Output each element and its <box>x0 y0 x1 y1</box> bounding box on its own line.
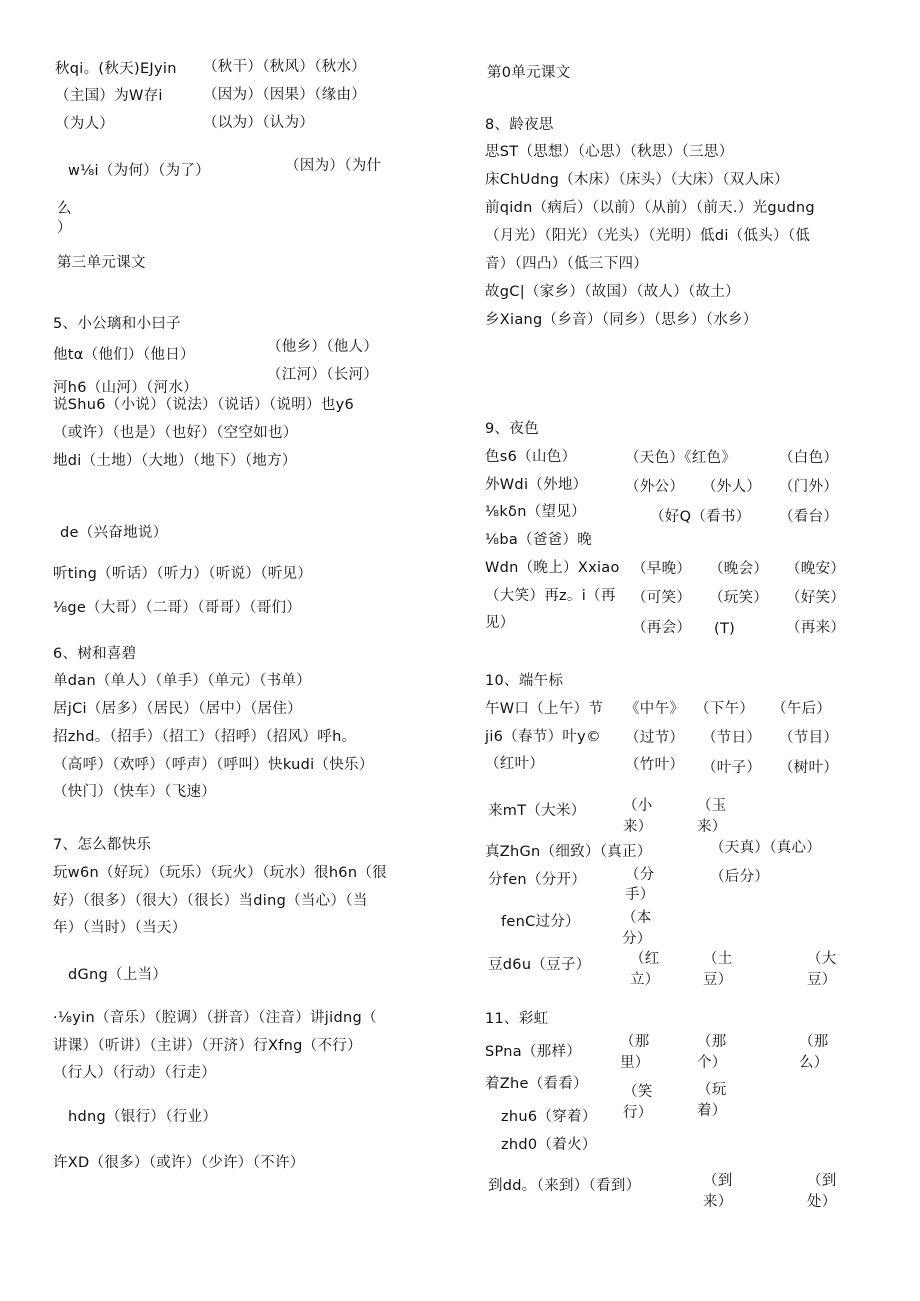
right-text-line: 9、夜色 <box>485 421 539 437</box>
right-text-line: （早晚） <box>632 561 692 577</box>
right-text-line: 手） <box>625 887 655 903</box>
right-text-line: 到dd。（来到）（看到） <box>488 1178 641 1194</box>
left-text-line: 年）（当时）（当天） <box>53 920 187 936</box>
right-text-line: 故gC|（家乡）（故国）（故人）（故土） <box>485 284 740 300</box>
left-text-line: 听ting（听话）（听力）（听说）（听见） <box>53 566 313 582</box>
right-text-line: （可笑） <box>632 590 692 606</box>
left-text-line: （高呼）（欢呼）（呼声）（呼叫）快kudi（快乐） <box>53 757 374 773</box>
right-text-line: （门外） <box>779 479 839 495</box>
right-text-line: （好Q（看书） <box>650 509 751 525</box>
right-text-line: 来mT（大米） <box>488 803 586 819</box>
right-text-line: 个） <box>697 1055 727 1071</box>
right-text-line: （本 <box>622 910 652 926</box>
right-text-line: （天真）（真心） <box>710 840 822 856</box>
left-text-line: （为人） <box>55 116 115 132</box>
right-text-line: 着） <box>697 1103 727 1119</box>
right-text-line: ji6（春节）叶y© <box>485 729 601 745</box>
right-text-line: 豆） <box>807 972 837 988</box>
right-text-line: 10、端午标 <box>485 673 564 689</box>
right-text-line: （过节） <box>625 730 685 746</box>
right-text-line: (T) <box>714 621 736 637</box>
left-text-line: 讲课）（听讲）（主讲）（开济）行Xfng（不行） <box>53 1038 362 1054</box>
right-text-line: （树叶） <box>779 760 839 776</box>
left-text-line: （因为）（为什 <box>285 158 382 174</box>
left-text-line: w⅛i（为何）（为了） <box>68 163 210 179</box>
right-text-line: ⅛ba（爸爸）晚 <box>485 532 593 548</box>
right-text-line: 见） <box>485 615 515 631</box>
left-text-line: （行人）（行动）（行走） <box>53 1065 217 1081</box>
right-text-line: （大笑）再z。i（再 <box>485 588 616 604</box>
left-text-line: 6、树和喜碧 <box>53 646 137 662</box>
right-text-line: （到 <box>807 1173 837 1189</box>
right-text-line: （外公） <box>625 479 685 495</box>
right-text-line: 11、彩虹 <box>485 1011 549 1027</box>
left-text-line: （他乡）（他人） <box>267 339 379 355</box>
right-text-line: （小 <box>623 798 653 814</box>
right-text-line: （节日） <box>702 730 762 746</box>
left-text-line: dGng（上当） <box>68 967 168 983</box>
left-text-line: 么 <box>57 201 72 217</box>
right-text-line: 8、龄夜思 <box>485 117 554 133</box>
right-text-line: （那 <box>799 1034 829 1050</box>
right-text-line: fenC过分） <box>501 914 580 930</box>
left-text-line: 好）（很多）（很大）（很长）当ding（当心）（当 <box>53 893 368 909</box>
right-text-line: 床ChUdng（木床）（床头）（大床）（双人床） <box>485 172 789 188</box>
left-text-line: 玩w6n（好玩）（玩乐）（玩火）（玩水）很h6n（很 <box>53 865 387 881</box>
left-text-line: 他tα（他们）（他日） <box>53 347 195 363</box>
right-text-line: ⅛kδn（望见） <box>485 504 586 520</box>
right-text-line: 么） <box>799 1055 829 1071</box>
right-text-line: 第0单元课文 <box>487 65 571 81</box>
left-text-line: 许XD（很多）（或许）（少许）（不许） <box>53 1155 305 1171</box>
right-text-line: zhu6（穿着） <box>501 1109 597 1125</box>
right-text-line: （后分） <box>710 869 770 885</box>
right-text-line: Wdn（晚上）Xxiao <box>485 560 620 576</box>
right-text-line: （外人） <box>702 479 762 495</box>
left-text-line: 5、小公璃和小曰子 <box>53 316 181 332</box>
left-text-line: （秋干）（秋风）（秋水） <box>203 59 367 75</box>
right-text-line: 音）（四凸）（低三下四） <box>485 256 649 272</box>
right-text-line: （玉 <box>697 798 727 814</box>
right-text-line: （好笑） <box>786 590 846 606</box>
left-text-line: 7、怎么都快乐 <box>53 837 152 853</box>
right-text-line: （天色）《红色》 <box>625 450 737 466</box>
right-text-line: （白色） <box>779 450 839 466</box>
right-text-line: 分fen（分开） <box>488 872 587 888</box>
right-text-line: （土 <box>703 951 733 967</box>
left-text-line: （或许）（也是）（也好）（空空如也） <box>53 425 298 441</box>
left-text-line: ⅛ge（大哥）（二哥）（哥哥）（哥们） <box>53 600 302 616</box>
right-text-line: （月光）（阳光）（光头）（光明）低di（低头）（低 <box>485 228 811 244</box>
right-text-line: 前qidn（病后）（以前）（从前）（前天.）光gudng <box>485 200 815 216</box>
left-text-line: 第三单元课文 <box>57 255 146 271</box>
right-text-line: 行） <box>623 1105 653 1121</box>
right-text-line: 色s6（山色） <box>485 449 577 465</box>
right-text-line: （晚会） <box>709 561 769 577</box>
right-text-line: 里） <box>620 1055 650 1071</box>
left-text-line: （因为）（因果）（缘由） <box>203 87 367 103</box>
left-text-line: ） <box>57 220 72 236</box>
right-text-line: （大 <box>807 951 837 967</box>
left-text-line: 单dan（单人）（单手）（单元）（书单） <box>53 673 312 689</box>
left-text-line: 居jCi（居多）（居民）（居中）（居住） <box>53 701 302 717</box>
right-text-line: （那 <box>620 1034 650 1050</box>
right-text-line: 处） <box>807 1194 837 1210</box>
right-text-line: 来） <box>703 1194 733 1210</box>
right-text-line: （玩 <box>697 1082 727 1098</box>
right-text-line: （笑 <box>623 1084 653 1100</box>
right-text-line: （红 <box>630 951 660 967</box>
left-text-line: 秋qi。(秋天)EJyin <box>55 61 177 77</box>
right-text-line: （节目） <box>779 730 839 746</box>
right-text-line: （午后） <box>772 701 832 717</box>
right-text-line: （看台） <box>779 509 839 525</box>
left-text-line: 地di（土地）（大地）（地下）（地方） <box>53 453 297 469</box>
right-text-line: （分 <box>625 867 655 883</box>
right-text-line: （玩笑） <box>709 590 769 606</box>
right-text-line: 来） <box>623 819 653 835</box>
right-text-line: 真ZhGn（细致）（真正） <box>485 844 652 860</box>
right-text-line: 豆d6u（豆子） <box>488 957 591 973</box>
left-text-line: ·⅛yin（音乐）（腔调）（拼音）（注音）讲jidng（ <box>53 1010 377 1026</box>
left-text-line: 招zhd。（招手）（招工）（招呼）（招风）呼h。 <box>53 729 357 745</box>
right-text-line: （下午） <box>695 701 755 717</box>
left-text-line: 河h6（山河）（河水） <box>53 380 198 396</box>
left-text-line: hdng（银行）（行业） <box>68 1109 218 1125</box>
right-text-line: （叶子） <box>702 760 762 776</box>
right-text-line: 思ST（思想）（心思）（秋思）（三思） <box>485 144 734 160</box>
right-text-line: 外Wdi（外地） <box>485 477 588 493</box>
right-text-line: （竹叶） <box>625 757 685 773</box>
right-text-line: （再会） <box>632 620 692 636</box>
right-text-line: （到 <box>703 1173 733 1189</box>
left-text-line: （主国）为W存i <box>55 88 163 104</box>
right-text-line: zhd0（着火） <box>501 1137 597 1153</box>
right-text-line: 《中午》 <box>625 701 685 717</box>
left-text-line: （江河）（长河） <box>267 367 379 383</box>
right-text-line: 来） <box>697 819 727 835</box>
right-text-line: 着Zhe（看看） <box>485 1076 588 1092</box>
right-text-line: 豆） <box>703 972 733 988</box>
right-text-line: 分） <box>622 931 652 947</box>
left-text-line: （以为）（认为） <box>203 115 315 131</box>
right-text-line: SPna（那样） <box>485 1044 582 1060</box>
right-text-line: （那 <box>697 1034 727 1050</box>
right-text-line: 乡Xiang（乡音）（同乡）（思乡）（水乡） <box>485 312 758 328</box>
right-text-line: （再来） <box>786 620 846 636</box>
right-text-line: 立） <box>630 972 660 988</box>
left-text-line: （快门）（快车）（飞速） <box>53 784 217 800</box>
left-text-line: 说Shu6（小说）（说法）（说话）（说明）也y6 <box>53 397 355 413</box>
right-text-line: （红叶） <box>485 756 545 772</box>
right-text-line: （晚安） <box>786 561 846 577</box>
left-text-line: de（兴奋地说） <box>60 525 168 541</box>
right-text-line: 午W口（上午）节 <box>485 701 604 717</box>
